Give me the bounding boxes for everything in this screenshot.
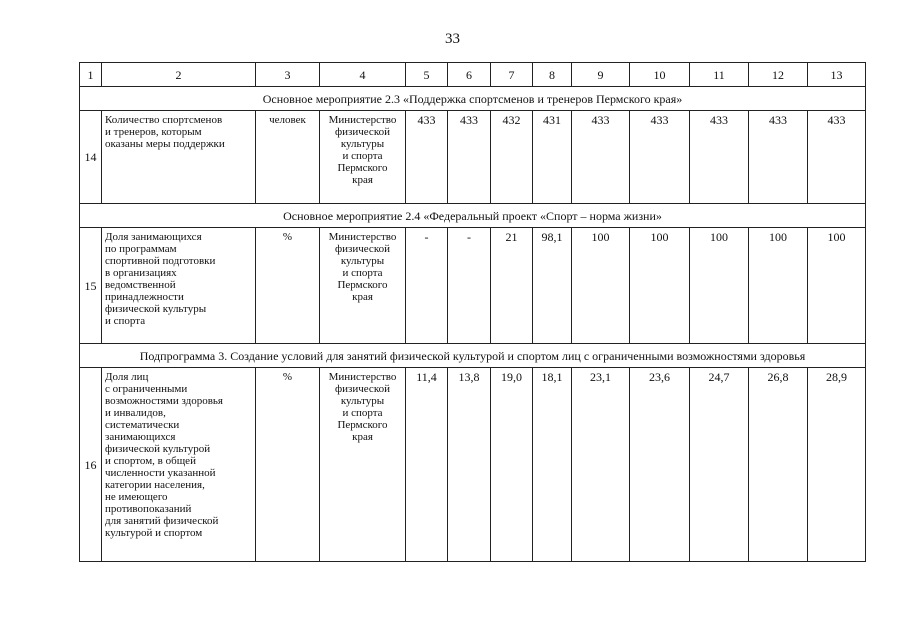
value-cell: - [448, 228, 491, 344]
responsible-org: Министерство физической культуры и спорта Пермского края [320, 228, 406, 344]
value-cell: 18,1 [533, 368, 572, 562]
value-cell: 100 [749, 228, 808, 344]
value-cell: - [406, 228, 448, 344]
unit-cell: % [256, 368, 320, 562]
section-title: Основное мероприятие 2.4 «Федеральный проект «Спорт – норма жизни» [80, 204, 866, 228]
unit-cell: % [256, 228, 320, 344]
responsible-org: Министерство физической культуры и спорта Пермского края [320, 368, 406, 562]
header-cell: 6 [448, 63, 491, 87]
section-title: Основное мероприятие 2.3 «Поддержка спортсменов и тренеров Пермского края» [80, 87, 866, 111]
header-cell: 3 [256, 63, 320, 87]
value-cell: 21 [491, 228, 533, 344]
value-cell: 26,8 [749, 368, 808, 562]
value-cell: 100 [808, 228, 866, 344]
value-cell: 433 [749, 111, 808, 204]
value-cell: 433 [690, 111, 749, 204]
page-number: 33 [445, 31, 460, 47]
value-cell: 431 [533, 111, 572, 204]
row-number: 14 [80, 111, 102, 204]
section-title-row [80, 204, 866, 228]
section-title-row [80, 344, 866, 368]
value-cell: 433 [572, 111, 630, 204]
header-row [80, 63, 866, 87]
indicator-name: Количество спортсменов и тренеров, которым оказаны меры поддержки [102, 111, 256, 204]
header-cell: 2 [102, 63, 256, 87]
value-cell: 433 [808, 111, 866, 204]
header-cell: 1 [80, 63, 102, 87]
header-cell: 12 [749, 63, 808, 87]
value-cell: 13,8 [448, 368, 491, 562]
header-cell: 8 [533, 63, 572, 87]
value-cell: 23,6 [630, 368, 690, 562]
header-cell: 4 [320, 63, 406, 87]
value-cell: 11,4 [406, 368, 448, 562]
value-cell: 19,0 [491, 368, 533, 562]
header-cell: 10 [630, 63, 690, 87]
value-cell: 24,7 [690, 368, 749, 562]
row-number: 16 [80, 368, 102, 562]
indicators-table [79, 62, 866, 562]
header-cell: 11 [690, 63, 749, 87]
table-row [80, 228, 866, 344]
unit-cell: человек [256, 111, 320, 204]
row-number: 15 [80, 228, 102, 344]
value-cell: 100 [572, 228, 630, 344]
value-cell: 433 [406, 111, 448, 204]
table-row [80, 111, 866, 204]
value-cell: 433 [448, 111, 491, 204]
indicator-name: Доля занимающихся по программам спортивной подготовки в организациях ведомственной принадлежности физической культуры и спорта [102, 228, 256, 344]
header-cell: 7 [491, 63, 533, 87]
responsible-org: Министерство физической культуры и спорта Пермского края [320, 111, 406, 204]
value-cell: 100 [690, 228, 749, 344]
value-cell: 433 [630, 111, 690, 204]
header-cell: 9 [572, 63, 630, 87]
indicator-name: Доля лиц с ограниченными возможностями здоровья и инвалидов, систематически занимающихся физической культурой и спортом, в общей численности указанной категории населения, не имеющего противопоказаний для занятий физической культурой и спортом [102, 368, 256, 562]
section-title-row [80, 87, 866, 111]
header-cell: 5 [406, 63, 448, 87]
value-cell: 98,1 [533, 228, 572, 344]
value-cell: 23,1 [572, 368, 630, 562]
header-cell: 13 [808, 63, 866, 87]
section-title: Подпрограмма 3. Создание условий для занятий физической культурой и спортом лиц с ограниченными возможностями здоровья [80, 344, 866, 368]
value-cell: 100 [630, 228, 690, 344]
table-row [80, 368, 866, 562]
value-cell: 28,9 [808, 368, 866, 562]
value-cell: 432 [491, 111, 533, 204]
